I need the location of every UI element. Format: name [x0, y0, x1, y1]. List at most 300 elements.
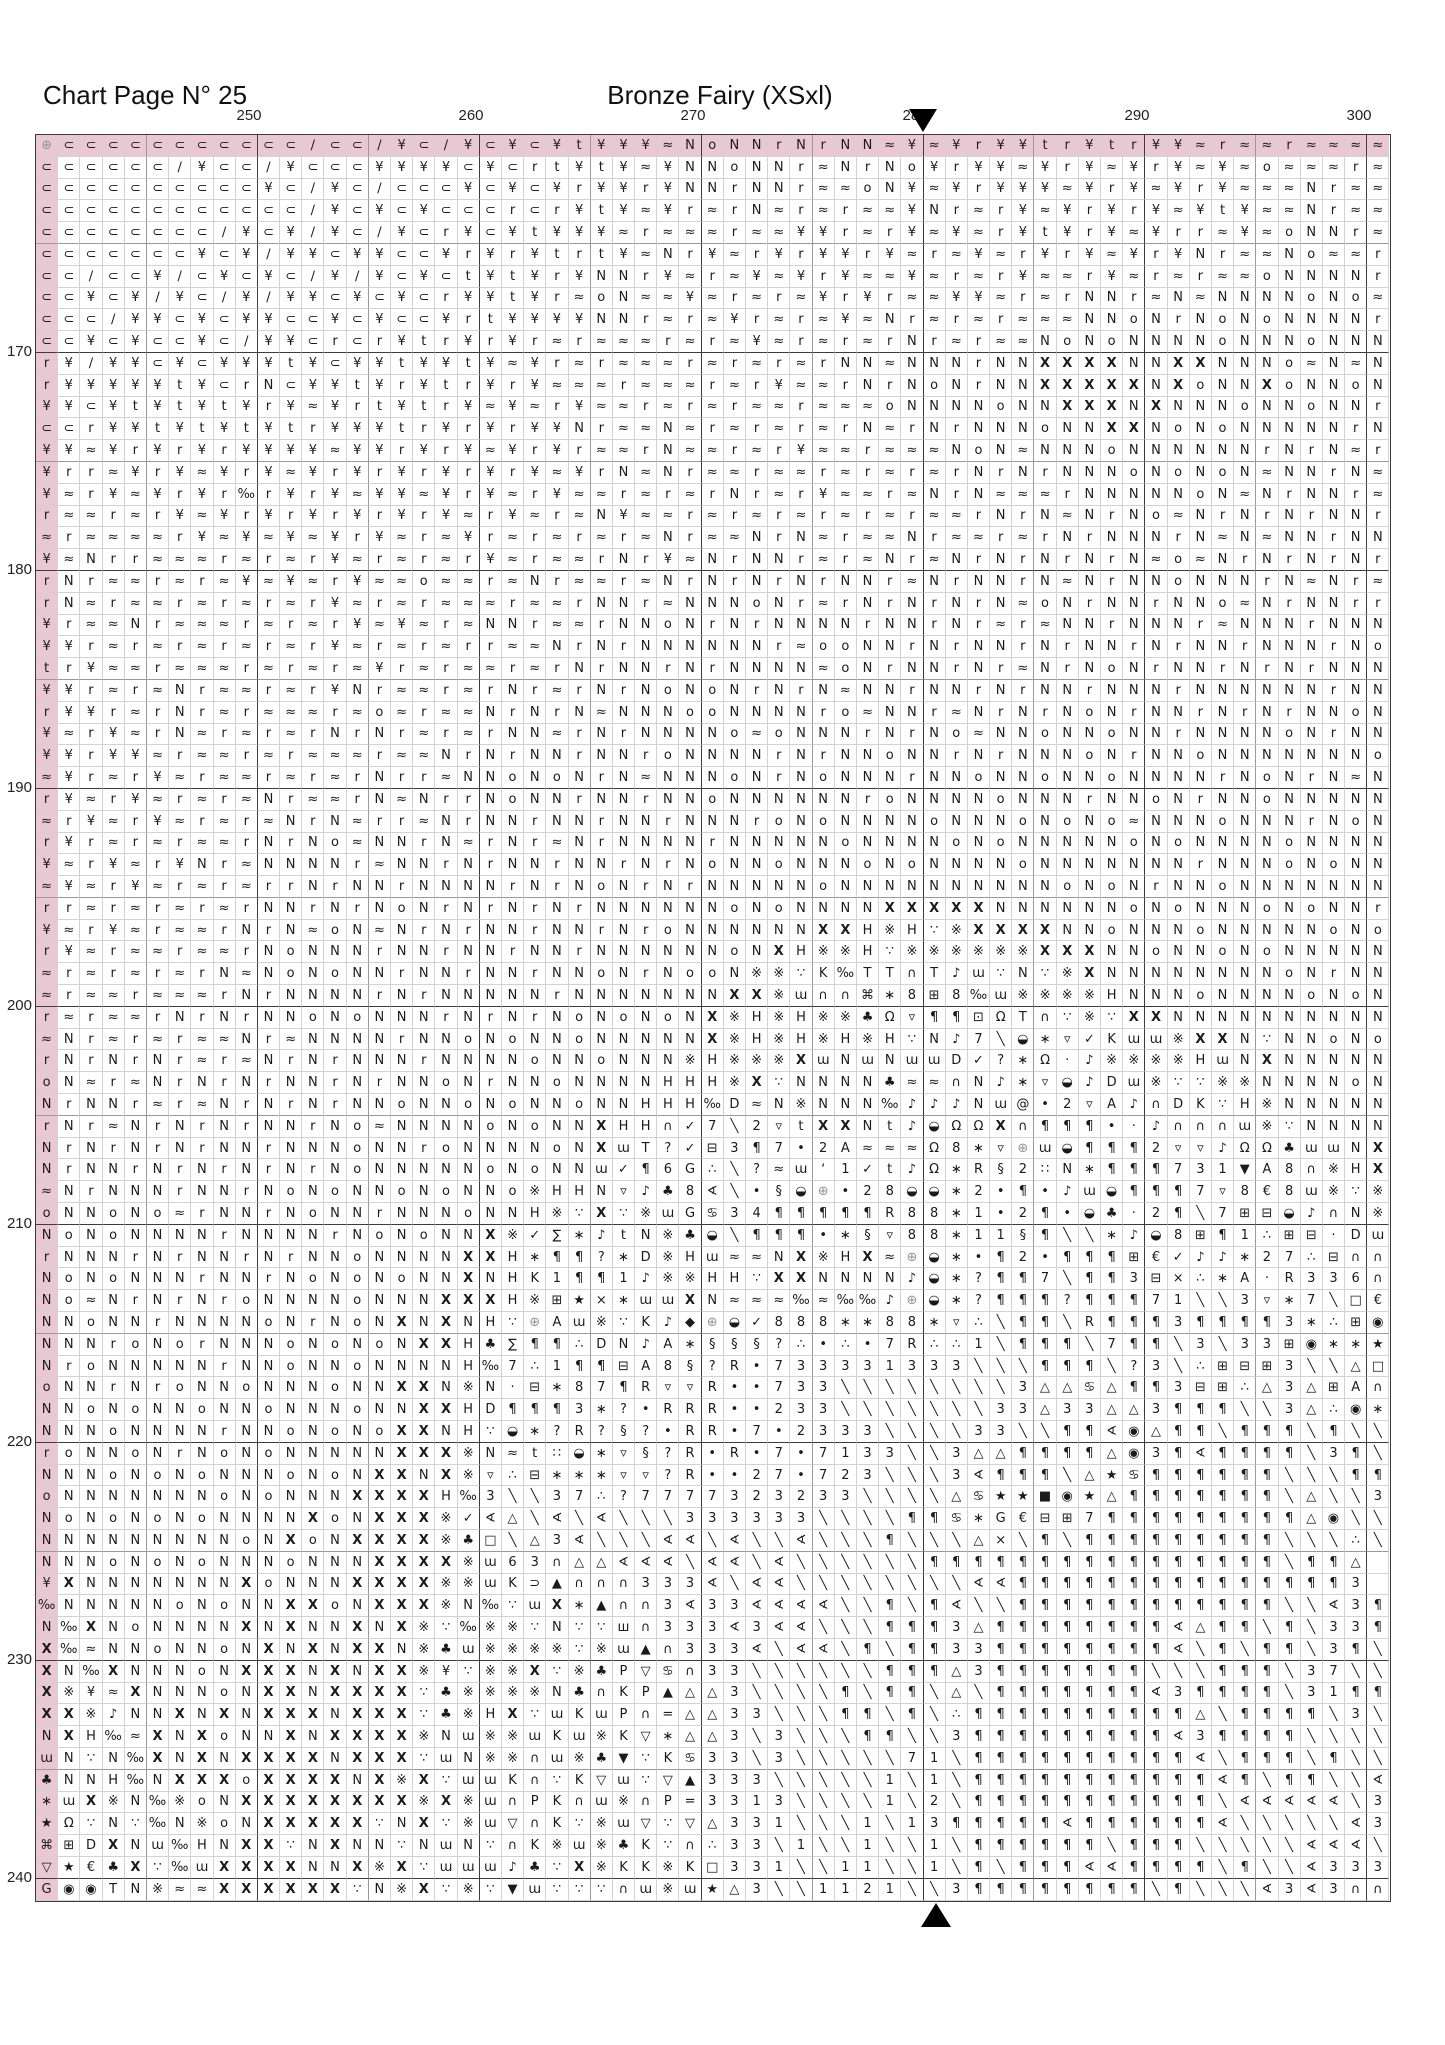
grid-cell: ¥: [280, 244, 302, 266]
grid-cell: N: [968, 636, 990, 658]
grid-cell: N: [768, 920, 790, 942]
grid-cell: N: [724, 833, 746, 855]
grid-cell: N: [1345, 1138, 1367, 1160]
grid-cell: N: [80, 549, 102, 571]
grid-cell: ╲: [946, 1770, 968, 1792]
grid-cell: o: [391, 1181, 413, 1203]
grid-cell: 3: [724, 1661, 746, 1683]
grid-cell: N: [169, 1225, 191, 1247]
grid-cell: ¶: [1190, 1530, 1212, 1552]
grid-cell: ¶: [835, 1704, 857, 1726]
grid-cell: ≈: [1256, 200, 1278, 222]
grid-cell: X: [1123, 1007, 1145, 1029]
grid-cell: •: [1101, 1116, 1123, 1138]
grid-cell: ╲: [857, 1770, 879, 1792]
grid-cell: r: [790, 309, 812, 331]
grid-cell: 3: [1301, 1661, 1323, 1683]
grid-cell: §: [768, 1181, 790, 1203]
grid-cell: 7: [1145, 1290, 1167, 1312]
grid-cell: ╲: [901, 1552, 923, 1574]
grid-cell: ╲: [1367, 1639, 1389, 1661]
grid-cell: ╲: [879, 1748, 901, 1770]
grid-cell: N: [1101, 484, 1123, 506]
grid-cell: r: [924, 244, 946, 266]
grid-cell: r: [1190, 179, 1212, 201]
grid-cell: ⊂: [280, 179, 302, 201]
grid-cell: r: [813, 266, 835, 288]
grid-cell: ≈: [679, 375, 701, 397]
grid-cell: ¥: [657, 157, 679, 179]
grid-cell: ╲: [857, 1792, 879, 1814]
grid-cell: r: [169, 1159, 191, 1181]
grid-cell: •: [746, 1399, 768, 1421]
grid-row: [36, 1486, 1390, 1508]
grid-cell: ≈: [724, 244, 746, 266]
grid-cell: r: [147, 1116, 169, 1138]
grid-cell: 3: [857, 1443, 879, 1465]
grid-cell: N: [502, 1007, 524, 1029]
grid-cell: N: [1345, 309, 1367, 331]
grid-cell: 1: [768, 1813, 790, 1835]
grid-cell: ¶: [1256, 1552, 1278, 1574]
grid-row: [36, 1225, 1390, 1247]
grid-cell: N: [36, 1530, 58, 1552]
grid-cell: ╲: [1367, 1443, 1389, 1465]
grid-cell: ¶: [1212, 1683, 1234, 1705]
grid-cell: 7: [768, 1465, 790, 1487]
grid-cell: r: [369, 1203, 391, 1225]
grid-cell: ¶: [1012, 1770, 1034, 1792]
grid-cell: r: [635, 876, 657, 898]
grid-cell: ¥: [546, 309, 568, 331]
grid-cell: ¶: [1123, 1683, 1145, 1705]
grid-cell: t: [413, 331, 435, 353]
grid-cell: N: [857, 658, 879, 680]
grid-cell: ⊟: [1034, 1508, 1056, 1530]
grid-cell: ╲: [1279, 1813, 1301, 1835]
grid-cell: N: [391, 1007, 413, 1029]
grid-cell: D: [80, 1835, 102, 1857]
grid-cell: r: [36, 353, 58, 375]
grid-cell: r: [258, 1159, 280, 1181]
grid-row: [36, 440, 1390, 462]
grid-cell: t: [435, 375, 457, 397]
grid-cell: N: [1145, 353, 1167, 375]
grid-cell: N: [1190, 1007, 1212, 1029]
grid-cell: N: [125, 1639, 147, 1661]
grid-cell: N: [1234, 440, 1256, 462]
grid-cell: N: [324, 1399, 346, 1421]
grid-cell: ¶: [1034, 1726, 1056, 1748]
grid-cell: ╲: [946, 1421, 968, 1443]
grid-cell: r: [103, 506, 125, 528]
grid-cell: N: [990, 549, 1012, 571]
grid-cell: ¶: [1012, 1574, 1034, 1596]
grid-cell: ※: [968, 941, 990, 963]
grid-cell: o: [1190, 484, 1212, 506]
grid-cell: N: [369, 833, 391, 855]
grid-cell: ¥: [413, 375, 435, 397]
grid-cell: ¥: [236, 288, 258, 310]
grid-cell: N: [369, 1181, 391, 1203]
grid-cell: N: [1256, 615, 1278, 637]
grid-cell: N: [1012, 418, 1034, 440]
grid-cell: 2: [746, 1465, 768, 1487]
grid-cell: ╲: [1212, 1290, 1234, 1312]
grid-cell: N: [1256, 854, 1278, 876]
grid-cell: ¶: [1212, 1312, 1234, 1334]
grid-cell: N: [1234, 724, 1256, 746]
grid-cell: ¥: [768, 244, 790, 266]
grid-cell: N: [1034, 658, 1056, 680]
grid-cell: ¶: [524, 1399, 546, 1421]
grid-cell: N: [125, 1377, 147, 1399]
grid-cell: ╲: [813, 1574, 835, 1596]
grid-cell: ▿: [613, 1465, 635, 1487]
grid-cell: ∕: [369, 135, 391, 157]
grid-cell: ╲: [1323, 1356, 1345, 1378]
grid-cell: ¶: [1034, 1617, 1056, 1639]
grid-cell: N: [214, 1334, 236, 1356]
grid-cell: ⊂: [103, 244, 125, 266]
grid-cell: t: [591, 244, 613, 266]
grid-cell: T: [857, 963, 879, 985]
grid-cell: ∢: [1101, 1857, 1123, 1879]
grid-cell: 3: [946, 1465, 968, 1487]
grid-cell: ※: [591, 1639, 613, 1661]
grid-cell: ∕: [214, 288, 236, 310]
grid-cell: r: [679, 200, 701, 222]
grid-cell: r: [702, 331, 724, 353]
grid-cell: r: [768, 767, 790, 789]
grid-cell: □: [480, 1530, 502, 1552]
grid-cell: N: [280, 1159, 302, 1181]
grid-cell: N: [790, 135, 812, 157]
grid-cell: ≈: [813, 527, 835, 549]
grid-cell: ¶: [1234, 1770, 1256, 1792]
grid-cell: N: [657, 833, 679, 855]
grid-cell: N: [1190, 571, 1212, 593]
grid-cell: ¶: [1012, 1465, 1034, 1487]
grid-cell: r: [768, 353, 790, 375]
grid-cell: ¥: [36, 440, 58, 462]
grid-cell: r: [80, 920, 102, 942]
grid-cell: ¶: [1234, 1574, 1256, 1596]
grid-cell: o: [347, 1247, 369, 1269]
grid-cell: N: [1057, 724, 1079, 746]
grid-cell: o: [502, 1029, 524, 1051]
grid-cell: ╲: [901, 1530, 923, 1552]
grid-cell: N: [169, 1356, 191, 1378]
grid-cell: r: [879, 593, 901, 615]
grid-cell: N: [746, 876, 768, 898]
grid-cell: N: [1345, 658, 1367, 680]
grid-cell: X: [413, 1595, 435, 1617]
grid-cell: r: [1168, 222, 1190, 244]
grid-cell: ╲: [879, 1835, 901, 1857]
grid-cell: r: [1212, 244, 1234, 266]
grid-cell: ※: [458, 1552, 480, 1574]
grid-cell: ∢: [768, 1595, 790, 1617]
grid-cell: ≈: [169, 615, 191, 637]
grid-cell: ≈: [369, 920, 391, 942]
grid-cell: ¶: [1234, 1552, 1256, 1574]
grid-cell: N: [80, 1465, 102, 1487]
grid-cell: ≈: [280, 680, 302, 702]
grid-cell: ≈: [924, 179, 946, 201]
grid-cell: ◒: [1057, 1072, 1079, 1094]
grid-cell: N: [1279, 680, 1301, 702]
grid-cell: N: [1168, 288, 1190, 310]
grid-cell: ≈: [458, 724, 480, 746]
grid-cell: ∗: [946, 1268, 968, 1290]
grid-cell: ∢: [635, 1552, 657, 1574]
grid-cell: N: [790, 898, 812, 920]
grid-cell: ɯ: [569, 1312, 591, 1334]
grid-cell: N: [1123, 680, 1145, 702]
grid-cell: N: [746, 549, 768, 571]
grid-cell: ≈: [724, 527, 746, 549]
grid-cell: o: [1367, 636, 1389, 658]
grid-cell: ¥: [147, 484, 169, 506]
grid-cell: ╲: [502, 1486, 524, 1508]
grid-cell: N: [80, 1770, 102, 1792]
grid-cell: X: [435, 1399, 457, 1421]
grid-cell: o: [236, 1290, 258, 1312]
grid-cell: N: [1256, 593, 1278, 615]
grid-cell: X: [746, 1072, 768, 1094]
grid-cell: N: [169, 1268, 191, 1290]
grid-cell: ⊂: [236, 266, 258, 288]
grid-cell: ≈: [990, 484, 1012, 506]
grid-cell: ?: [968, 1268, 990, 1290]
grid-cell: 3: [657, 1595, 679, 1617]
grid-cell: ¶: [1034, 1639, 1056, 1661]
grid-cell: r: [347, 898, 369, 920]
grid-cell: r: [369, 941, 391, 963]
grid-cell: ɯ: [990, 985, 1012, 1007]
grid-cell: H: [103, 1770, 125, 1792]
grid-cell: N: [924, 658, 946, 680]
grid-cell: ╲: [790, 1726, 812, 1748]
grid-cell: ¶: [968, 1792, 990, 1814]
grid-cell: N: [657, 767, 679, 789]
grid-cell: H: [502, 1268, 524, 1290]
grid-cell: N: [413, 854, 435, 876]
grid-cell: N: [1079, 418, 1101, 440]
grid-cell: N: [702, 745, 724, 767]
grid-cell: N: [214, 1312, 236, 1334]
grid-cell: A: [635, 1356, 657, 1378]
grid-cell: ≈: [80, 1072, 102, 1094]
grid-cell: N: [1079, 549, 1101, 571]
grid-cell: N: [1234, 571, 1256, 593]
grid-cell: ?: [768, 1334, 790, 1356]
grid-cell: r: [435, 941, 457, 963]
grid-cell: ╲: [1301, 1356, 1323, 1378]
grid-cell: ⊂: [214, 200, 236, 222]
grid-cell: ≈: [258, 527, 280, 549]
grid-cell: N: [169, 1138, 191, 1160]
grid-cell: ¥: [901, 135, 923, 157]
grid-cell: r: [635, 440, 657, 462]
grid-cell: ∢: [768, 1552, 790, 1574]
grid-cell: ⊟: [702, 1138, 724, 1160]
grid-cell: N: [1279, 462, 1301, 484]
grid-cell: N: [36, 1290, 58, 1312]
grid-row: [36, 876, 1390, 898]
grid-cell: r: [613, 636, 635, 658]
grid-cell: 8: [768, 1312, 790, 1334]
grid-cell: ※: [813, 1029, 835, 1051]
grid-cell: 8: [901, 1225, 923, 1247]
grid-cell: ∩: [835, 985, 857, 1007]
grid-cell: N: [657, 462, 679, 484]
grid-cell: ¥: [369, 200, 391, 222]
grid-cell: ¶: [1212, 1726, 1234, 1748]
grid-cell: ╲: [901, 1792, 923, 1814]
grid-cell: 1: [835, 1443, 857, 1465]
grid-cell: o: [1012, 854, 1034, 876]
grid-cell: 1: [790, 1835, 812, 1857]
grid-cell: N: [280, 854, 302, 876]
grid-cell: ╲: [1279, 1661, 1301, 1683]
grid-cell: ¶: [1057, 1748, 1079, 1770]
grid-cell: 3: [724, 1486, 746, 1508]
grid-cell: ¥: [147, 767, 169, 789]
grid-cell: N: [746, 898, 768, 920]
grid-cell: N: [1279, 1072, 1301, 1094]
grid-cell: N: [679, 636, 701, 658]
grid-cell: X: [80, 1792, 102, 1814]
grid-cell: N: [635, 1029, 657, 1051]
grid-cell: N: [990, 418, 1012, 440]
grid-cell: ⊂: [435, 200, 457, 222]
grid-cell: r: [524, 811, 546, 833]
grid-cell: o: [147, 1639, 169, 1661]
grid-cell: ∴: [946, 1704, 968, 1726]
grid-cell: ♋: [946, 1508, 968, 1530]
grid-cell: N: [258, 375, 280, 397]
grid-cell: N: [58, 1552, 80, 1574]
grid-cell: ╲: [1057, 1312, 1079, 1334]
grid-cell: N: [1145, 833, 1167, 855]
grid-cell: ≈: [591, 571, 613, 593]
grid-cell: ¥: [657, 266, 679, 288]
grid-cell: ш: [613, 1617, 635, 1639]
grid-cell: N: [1345, 506, 1367, 528]
grid-cell: ≈: [169, 811, 191, 833]
grid-cell: ¶: [746, 1225, 768, 1247]
grid-cell: N: [1012, 353, 1034, 375]
grid-cell: ╲: [1323, 1486, 1345, 1508]
grid-cell: r: [546, 506, 568, 528]
grid-cell: r: [1123, 200, 1145, 222]
grid-cell: ≈: [58, 549, 80, 571]
grid-cell: r: [169, 1247, 191, 1269]
grid-cell: N: [1256, 745, 1278, 767]
grid-cell: r: [768, 745, 790, 767]
grid-cell: 2: [790, 1486, 812, 1508]
grid-cell: N: [746, 636, 768, 658]
grid-cell: o: [591, 876, 613, 898]
grid-cell: K: [613, 1726, 635, 1748]
grid-cell: r: [58, 658, 80, 680]
grid-cell: N: [1279, 898, 1301, 920]
grid-cell: N: [1323, 985, 1345, 1007]
grid-cell: R: [879, 1203, 901, 1225]
grid-cell: ¶: [1145, 1465, 1167, 1487]
grid-cell: 3: [1234, 1290, 1256, 1312]
grid-cell: R: [679, 1465, 701, 1487]
grid-cell: ¶: [1079, 1683, 1101, 1705]
grid-cell: o: [36, 1203, 58, 1225]
grid-cell: 7: [746, 1421, 768, 1443]
grid-cell: ╲: [1256, 1857, 1278, 1879]
grid-cell: ¶: [901, 1683, 923, 1705]
grid-cell: ∵: [435, 1813, 457, 1835]
grid-cell: N: [1123, 440, 1145, 462]
grid-cell: N: [790, 745, 812, 767]
grid-cell: ♪: [103, 1704, 125, 1726]
grid-cell: ≈: [391, 745, 413, 767]
grid-cell: ※: [835, 1007, 857, 1029]
grid-cell: ¶: [1256, 1748, 1278, 1770]
grid-cell: ¶: [1057, 1792, 1079, 1814]
grid-cell: N: [458, 1181, 480, 1203]
grid-cell: N: [280, 1486, 302, 1508]
grid-cell: N: [1345, 397, 1367, 419]
grid-cell: ∢: [1323, 1595, 1345, 1617]
grid-cell: N: [635, 833, 657, 855]
grid-cell: o: [546, 767, 568, 789]
grid-cell: ɯ: [1367, 1225, 1389, 1247]
grid-cell: ¥: [324, 636, 346, 658]
grid-cell: ¥: [480, 244, 502, 266]
grid-cell: H: [901, 920, 923, 942]
grid-cell: ≈: [191, 658, 213, 680]
grid-cell: N: [635, 636, 657, 658]
grid-cell: 7: [702, 1486, 724, 1508]
grid-cell: ♣: [458, 1530, 480, 1552]
grid-cell: X: [369, 1486, 391, 1508]
grid-cell: N: [569, 833, 591, 855]
grid-cell: □: [1367, 1356, 1389, 1378]
grid-cell: ¥: [480, 157, 502, 179]
grid-cell: Ω: [924, 1159, 946, 1181]
grid-cell: N: [1256, 331, 1278, 353]
grid-cell: ★: [36, 1813, 58, 1835]
grid-cell: X: [280, 1530, 302, 1552]
grid-cell: N: [1367, 963, 1389, 985]
grid-cell: ╲: [901, 1465, 923, 1487]
grid-cell: ɯ: [591, 1792, 613, 1814]
grid-cell: 7: [635, 1486, 657, 1508]
grid-cell: t: [458, 266, 480, 288]
grid-cell: ◉: [58, 1879, 80, 1901]
grid-cell: ¶: [1057, 1726, 1079, 1748]
grid-cell: X: [280, 1748, 302, 1770]
grid-cell: △: [1301, 1508, 1323, 1530]
grid-cell: N: [613, 985, 635, 1007]
grid-cell: ¶: [924, 1617, 946, 1639]
grid-cell: ≈: [702, 527, 724, 549]
grid-cell: N: [1145, 571, 1167, 593]
grid-cell: ⊂: [80, 135, 102, 157]
grid-cell: ⊂: [36, 200, 58, 222]
grid-cell: r: [169, 1072, 191, 1094]
grid-cell: N: [302, 1356, 324, 1378]
